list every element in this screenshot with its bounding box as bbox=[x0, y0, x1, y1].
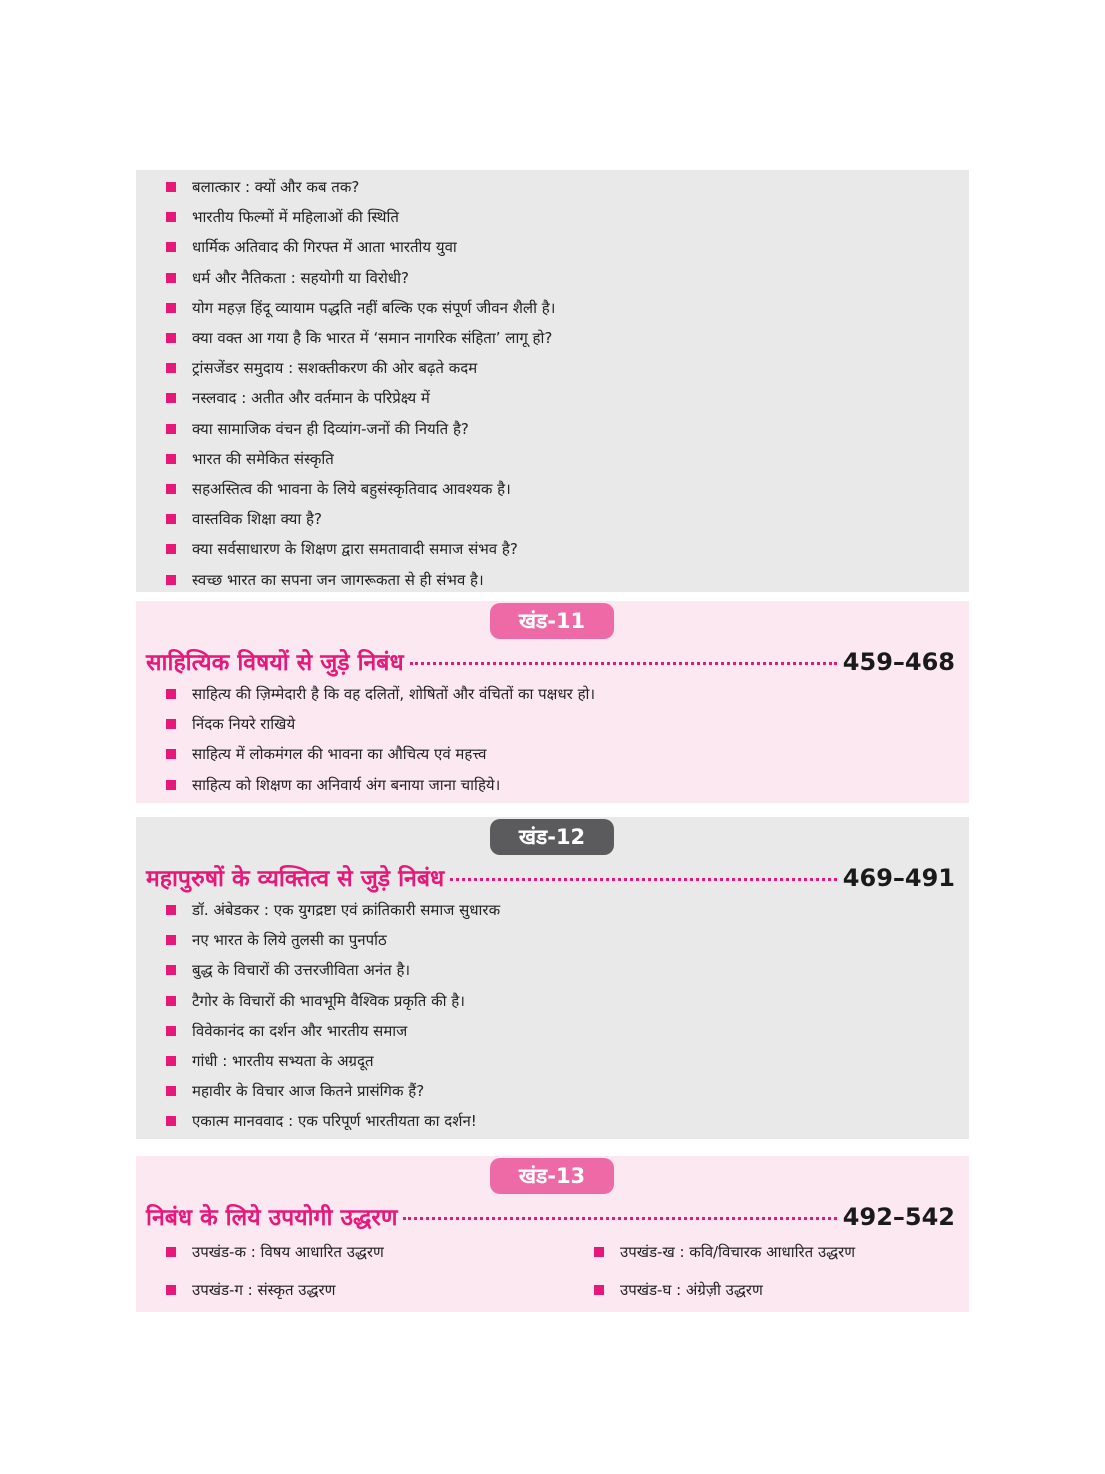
list-item: उपखंड-घ : अंग्रेज़ी उद्धरण bbox=[594, 1279, 949, 1301]
section-badge: खंड-13 bbox=[490, 1158, 614, 1194]
list-item: वास्तविक शिक्षा क्या है? bbox=[166, 504, 949, 534]
list-item: भारत की समेकित संस्कृति bbox=[166, 444, 949, 474]
list-item: महावीर के विचार आज कितने प्रासंगिक हैं? bbox=[166, 1076, 949, 1106]
square-bullet-icon bbox=[166, 273, 176, 283]
list-item: उपखंड-क : विषय आधारित उद्धरण bbox=[166, 1241, 594, 1263]
dotted-leader bbox=[450, 878, 837, 881]
subsection-grid bbox=[166, 1241, 949, 1301]
list-item: साहित्य में लोकमंगल की भावना का औचित्य एवं महत्त्व bbox=[166, 739, 949, 769]
section-13 bbox=[136, 1156, 969, 1312]
square-bullet-icon bbox=[166, 454, 176, 464]
toc-item-list bbox=[166, 895, 949, 1137]
list-item: साहित्य की ज़िम्मेदारी है कि वह दलितों, शोषितों और वंचितों का पक्षधर हो। bbox=[166, 679, 949, 709]
square-bullet-icon bbox=[594, 1285, 604, 1295]
section-12 bbox=[136, 817, 969, 1139]
toc-block-continued bbox=[136, 170, 969, 592]
square-bullet-icon bbox=[166, 484, 176, 494]
square-bullet-icon bbox=[166, 1116, 176, 1126]
square-bullet-icon bbox=[166, 424, 176, 434]
square-bullet-icon bbox=[166, 182, 176, 192]
list-item: डॉ. अंबेडकर : एक युगद्रष्टा एवं क्रांतिकारी समाज सुधारक bbox=[166, 895, 949, 925]
section-heading[interactable] bbox=[146, 1200, 955, 1234]
square-bullet-icon bbox=[166, 1247, 176, 1257]
square-bullet-icon bbox=[166, 544, 176, 554]
section-heading[interactable] bbox=[146, 645, 955, 679]
square-bullet-icon bbox=[166, 905, 176, 915]
list-item: क्या वक्त आ गया है कि भारत में ‘समान नागरिक संहिता’ लागू हो? bbox=[166, 323, 949, 353]
section-badge: खंड-11 bbox=[490, 603, 614, 639]
section-title: निबंध के लिये उपयोगी उद्धरण bbox=[146, 1205, 398, 1231]
square-bullet-icon bbox=[166, 1285, 176, 1295]
square-bullet-icon bbox=[166, 780, 176, 790]
square-bullet-icon bbox=[594, 1247, 604, 1257]
list-item: भारतीय फिल्मों में महिलाओं की स्थिति bbox=[166, 202, 949, 232]
section-11 bbox=[136, 601, 969, 803]
list-item: बुद्ध के विचारों की उत्तरजीविता अनंत है। bbox=[166, 955, 949, 985]
square-bullet-icon bbox=[166, 1086, 176, 1096]
dotted-leader bbox=[403, 1217, 836, 1220]
square-bullet-icon bbox=[166, 363, 176, 373]
square-bullet-icon bbox=[166, 575, 176, 585]
dotted-leader bbox=[410, 662, 837, 665]
page-range: 492–542 bbox=[842, 1203, 955, 1231]
section-heading[interactable] bbox=[146, 861, 955, 895]
list-item: बलात्कार : क्यों और कब तक? bbox=[166, 172, 949, 202]
list-item: साहित्य को शिक्षण का अनिवार्य अंग बनाया जाना चाहिये। bbox=[166, 770, 949, 800]
square-bullet-icon bbox=[166, 935, 176, 945]
list-item: योग महज़ हिंदू व्यायाम पद्धति नहीं बल्कि एक संपूर्ण जीवन शैली है। bbox=[166, 293, 949, 323]
list-item: नए भारत के लिये तुलसी का पुनर्पाठ bbox=[166, 925, 949, 955]
list-item: उपखंड-ख : कवि/विचारक आधारित उद्धरण bbox=[594, 1241, 949, 1263]
section-title: महापुरुषों के व्यक्तित्व से जुड़े निबंध bbox=[146, 866, 445, 892]
page-range: 459–468 bbox=[842, 648, 955, 676]
square-bullet-icon bbox=[166, 333, 176, 343]
square-bullet-icon bbox=[166, 965, 176, 975]
section-title: साहित्यिक विषयों से जुड़े निबंध bbox=[146, 650, 404, 676]
list-item: टैगोर के विचारों की भावभूमि वैश्विक प्रकृति की है। bbox=[166, 986, 949, 1016]
list-item: धार्मिक अतिवाद की गिरफ्त में आता भारतीय युवा bbox=[166, 232, 949, 262]
list-item: गांधी : भारतीय सभ्यता के अग्रदूत bbox=[166, 1046, 949, 1076]
list-item: धर्म और नैतिकता : सहयोगी या विरोधी? bbox=[166, 263, 949, 293]
square-bullet-icon bbox=[166, 242, 176, 252]
square-bullet-icon bbox=[166, 996, 176, 1006]
list-item: स्वच्छ भारत का सपना जन जागरूकता से ही संभव है। bbox=[166, 564, 949, 594]
section-badge: खंड-12 bbox=[490, 819, 614, 855]
square-bullet-icon bbox=[166, 212, 176, 222]
list-item: एकात्म मानववाद : एक परिपूर्ण भारतीयता का दर्शन! bbox=[166, 1106, 949, 1136]
list-item: उपखंड-ग : संस्कृत उद्धरण bbox=[166, 1279, 594, 1301]
list-item: क्या सर्वसाधारण के शिक्षण द्वारा समतावादी समाज संभव है? bbox=[166, 534, 949, 564]
list-item: निंदक नियरे राखिये bbox=[166, 709, 949, 739]
list-item: सहअस्तित्व की भावना के लिये बहुसंस्कृतिवाद आवश्यक है। bbox=[166, 474, 949, 504]
square-bullet-icon bbox=[166, 303, 176, 313]
square-bullet-icon bbox=[166, 1056, 176, 1066]
square-bullet-icon bbox=[166, 1026, 176, 1036]
list-item: नस्लवाद : अतीत और वर्तमान के परिप्रेक्ष्य में bbox=[166, 383, 949, 413]
toc-item-list bbox=[166, 172, 949, 595]
square-bullet-icon bbox=[166, 514, 176, 524]
list-item: क्या सामाजिक वंचन ही दिव्यांग-जनों की नियति है? bbox=[166, 414, 949, 444]
list-item: विवेकानंद का दर्शन और भारतीय समाज bbox=[166, 1016, 949, 1046]
toc-item-list bbox=[166, 679, 949, 800]
list-item: ट्रांसजेंडर समुदाय : सशक्तीकरण की ओर बढ़ते कदम bbox=[166, 353, 949, 383]
square-bullet-icon bbox=[166, 393, 176, 403]
square-bullet-icon bbox=[166, 689, 176, 699]
page-range: 469–491 bbox=[842, 864, 955, 892]
square-bullet-icon bbox=[166, 749, 176, 759]
square-bullet-icon bbox=[166, 719, 176, 729]
